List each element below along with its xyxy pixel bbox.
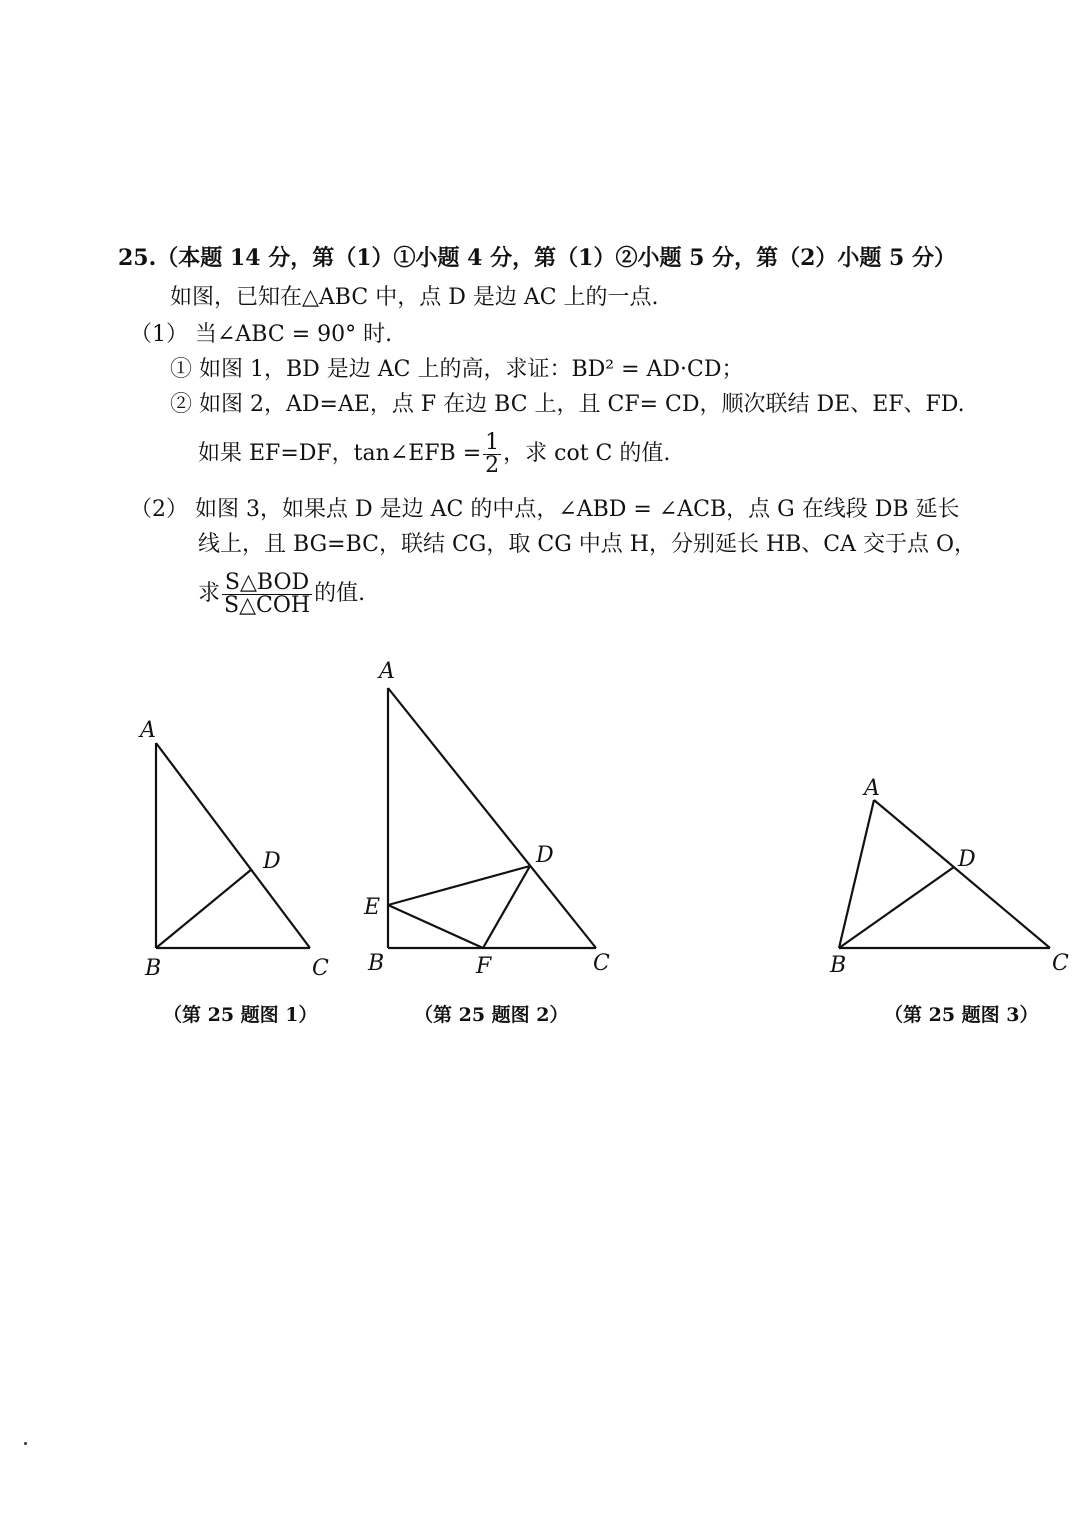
fig2-label-f: F (476, 954, 492, 979)
part1-condition: （1） 当∠ABC = 90° 时. (130, 322, 393, 347)
part2-line1: （2） 如图 3，如果点 D 是边 AC 的中点，∠ABD = ∠ACB，点 G 在线段 DB 延长 (130, 497, 960, 522)
fig2-segment-de (388, 866, 530, 905)
fig2-side-ac (388, 688, 596, 948)
value-text: 的值. (314, 581, 366, 606)
fig1-caption: （第 25 题图 1） (163, 1004, 318, 1026)
fig3-label-c: C (1052, 951, 1069, 976)
fig3-side-ac (874, 800, 1050, 948)
figure-2 (388, 688, 596, 948)
figure-3 (839, 800, 1050, 948)
fig3-label-d: D (958, 847, 976, 872)
fig1-side-ac (156, 743, 310, 948)
fig2-label-d: D (536, 843, 554, 868)
fig2-segment-ef (388, 905, 483, 948)
cot-text: ，求 cot C 的值. (503, 441, 671, 466)
fig2-segment-fd (483, 866, 530, 948)
problem-header: 25.（本题 14 分，第（1）①小题 4 分，第（1）②小题 5 分，第（2）小题 5 分） (118, 245, 957, 271)
fraction-denominator: 2 (485, 452, 500, 478)
fig2-label-a: A (379, 659, 395, 684)
fig3-label-b: B (830, 953, 847, 978)
figure-1 (156, 743, 310, 948)
fig1-label-b: B (145, 956, 162, 981)
scan-speck (24, 1442, 27, 1445)
part2-line2: 线上，且 BG=BC，联结 CG，取 CG 中点 H，分别延长 HB、CA 交于点 O， (198, 532, 977, 557)
fig2-label-c: C (593, 951, 610, 976)
part1-question1: ① 如图 1，BD 是边 AC 上的高，求证：BD² = AD·CD； (170, 357, 744, 382)
problem-intro: 如图，已知在△ABC 中，点 D 是边 AC 上的一点. (170, 285, 659, 310)
part1-question2-line1: ② 如图 2，AD=AE，点 F 在边 BC 上，且 CF= CD，顺次联结 DE、EF、FD. (170, 392, 965, 417)
fig2-caption: （第 25 题图 2） (414, 1004, 569, 1026)
fig1-label-d: D (263, 849, 281, 874)
ask-text: 求 (198, 581, 221, 606)
fig1-label-a: A (140, 718, 156, 743)
fig3-label-a: A (864, 776, 880, 801)
fraction-numerator: 1 (485, 429, 500, 455)
fig3-caption: （第 25 题图 3） (884, 1004, 1039, 1026)
area-numerator: S△BOD (222, 572, 312, 595)
fig2-label-e: E (364, 895, 381, 920)
fig2-label-b: B (368, 951, 385, 976)
area-denominator: S△COH (224, 592, 311, 618)
tan-text: 如果 EF=DF，tan∠EFB = (198, 441, 482, 466)
fig1-label-c: C (312, 956, 329, 981)
fig1-segment-bd (156, 869, 252, 948)
